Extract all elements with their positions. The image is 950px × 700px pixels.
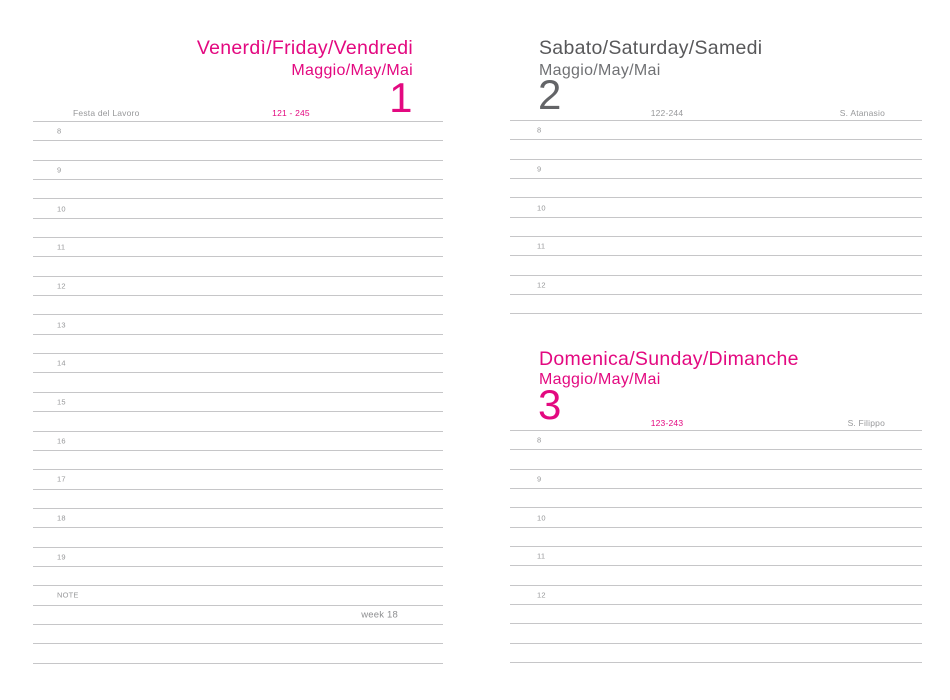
ruled-row [510, 644, 922, 663]
hour-label-row [33, 548, 443, 567]
hour-label-row [33, 199, 443, 218]
hour-label: 10 [57, 204, 66, 214]
hour-label: 10 [537, 513, 546, 523]
ruled-row [510, 489, 922, 508]
ruled-row [510, 179, 922, 198]
ruled-row [33, 412, 443, 431]
hour-label: 8 [537, 125, 542, 135]
saturday-saint-label: S. Atanasio [839, 108, 885, 118]
hour-label: 12 [537, 280, 546, 290]
week-label: week 18 [361, 609, 398, 621]
ruled-row [510, 295, 922, 314]
ruled-row [33, 490, 443, 509]
friday-hour-grid [33, 121, 443, 664]
ruled-row [33, 644, 443, 663]
hour-label: 8 [57, 126, 62, 136]
saturday-day-title: Sabato/Saturday/Samedi [539, 37, 763, 59]
ruled-row [33, 257, 443, 276]
friday-day-ordinal: 121 - 245 [272, 108, 310, 118]
hour-label: 12 [537, 590, 546, 600]
hour-label: 13 [57, 320, 66, 330]
hour-label-row [33, 277, 443, 296]
sunday-saint-label: S. Filippo [847, 418, 885, 428]
saturday-hour-grid [510, 120, 922, 314]
saturday-day-ordinal: 122-244 [650, 108, 684, 118]
hour-label: 19 [57, 552, 66, 562]
sunday-day-title: Domenica/Sunday/Dimanche [539, 348, 799, 370]
hour-label: 9 [57, 165, 62, 175]
hour-label: 11 [537, 551, 546, 561]
ruled-row [510, 566, 922, 585]
sunday-hour-grid [510, 430, 922, 663]
hour-label-row [33, 470, 443, 489]
hour-label-row [510, 508, 922, 527]
ruled-row [33, 141, 443, 160]
hour-label: 12 [57, 281, 66, 291]
hour-label: 9 [537, 474, 542, 484]
ruled-row [510, 450, 922, 469]
ruled-row [33, 373, 443, 392]
hour-label-row [33, 238, 443, 257]
ruled-row [33, 567, 443, 586]
ruled-row [510, 218, 922, 237]
hour-label-row [33, 509, 443, 528]
hour-label: 16 [57, 436, 66, 446]
hour-label: 11 [57, 242, 66, 252]
hour-label: 14 [57, 358, 66, 368]
ruled-row [33, 180, 443, 199]
note-label: NOTE [57, 590, 79, 600]
hour-label-row [33, 354, 443, 373]
hour-label-row [510, 121, 922, 140]
hour-label-row [33, 122, 443, 141]
hour-label-row [33, 393, 443, 412]
sunday-day-ordinal: 123-243 [650, 418, 684, 428]
ruled-row [33, 335, 443, 354]
friday-day-number: 1 [389, 74, 413, 121]
ruled-row [510, 140, 922, 159]
hour-label-row [510, 198, 922, 217]
hour-label-row [510, 237, 922, 256]
week-label-row [33, 606, 443, 625]
hour-label-row [510, 276, 922, 295]
hour-label: 8 [537, 435, 542, 445]
hour-label: 15 [57, 397, 66, 407]
ruled-row [33, 296, 443, 315]
hour-label-row [510, 470, 922, 489]
hour-label: 17 [57, 474, 66, 484]
ruled-row [33, 625, 443, 644]
saturday-day-number: 2 [538, 71, 562, 118]
hour-label-row [510, 160, 922, 179]
friday-month-title: Maggio/May/Mai [291, 62, 413, 79]
hour-label-row [510, 547, 922, 566]
sunday-day-number: 3 [538, 381, 562, 428]
ruled-row [33, 451, 443, 470]
note-label-row [33, 586, 443, 605]
hour-label: 10 [537, 203, 546, 213]
ruled-row [510, 624, 922, 643]
hour-label-row [510, 586, 922, 605]
hour-label-row [510, 431, 922, 450]
friday-holiday-label: Festa del Lavoro [73, 108, 140, 118]
hour-label-row [33, 432, 443, 451]
ruled-row [510, 528, 922, 547]
ruled-row [510, 605, 922, 624]
hour-label-row [33, 315, 443, 334]
friday-day-title: Venerdì/Friday/Vendredi [196, 37, 413, 59]
ruled-row [33, 528, 443, 547]
ruled-row [33, 219, 443, 238]
ruled-row [510, 256, 922, 275]
hour-label: 9 [537, 164, 542, 174]
hour-label: 11 [537, 241, 546, 251]
hour-label-row [33, 161, 443, 180]
saturday-month-title: Maggio/May/Mai [539, 62, 661, 79]
sunday-month-title: Maggio/May/Mai [539, 371, 661, 388]
hour-label: 18 [57, 513, 66, 523]
